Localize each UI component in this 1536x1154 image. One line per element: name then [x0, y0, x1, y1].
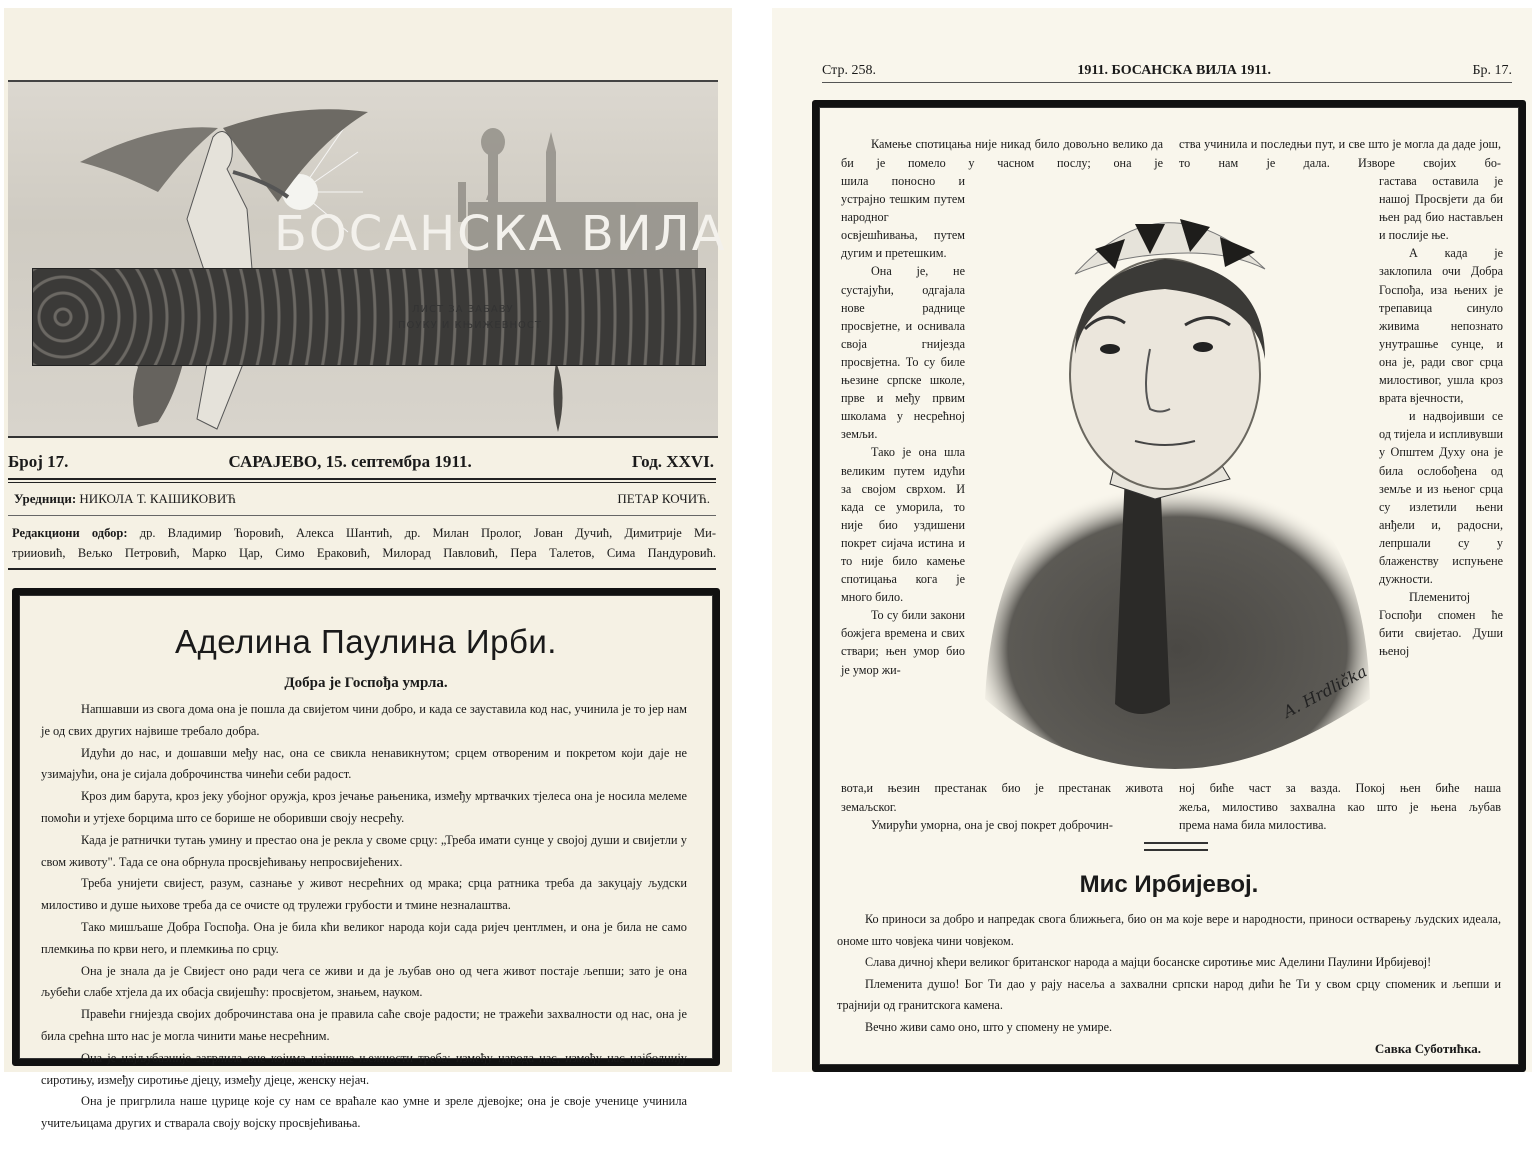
masthead-subtitle-line-1: ЛИСТ ЗА ЗАБАВУ [412, 304, 514, 315]
bottom-left-line: Умирући уморна, она је свој покрет доброчин- [871, 818, 1113, 832]
narrow-paragraph: То су били закони божјега времена и свих ствари; њен умор био је умор жи- [841, 608, 965, 677]
obituary-body [41, 699, 687, 1135]
editorial-board [12, 523, 716, 563]
left-narrow-column [841, 172, 965, 679]
narrow-paragraph: Племенитој Госпођи спомен ће бити свијетао. Души њеној [1379, 590, 1503, 659]
masthead-title-band [32, 268, 706, 366]
narrow-paragraph: гастава оставила је нашој Просвјети да би њен рад био настављен и послије ње. [1379, 174, 1503, 243]
narrow-paragraph: шила поносно и устрајно тешким путем народног освјешћивања, путем дугим и претешким. [841, 174, 965, 261]
board-label: Редакциони одбор: [12, 526, 128, 540]
issue-year: Год. XXVI. [631, 452, 714, 471]
right-page [772, 8, 1532, 1072]
right-narrow-column [1379, 172, 1503, 661]
narrow-paragraph: А када је заклопила очи Добра Госпођа, иза њених је трепавица синуло живима непознато унутрашње сунце, и она је, ради свог срца милостивог, ушла кроз врата вјечности, [1379, 246, 1503, 406]
bottom-right-lines [1179, 779, 1501, 835]
obituary-paragraph: Она је пригрлила наше цурице које су нам се враћале као умне и зреле дјевојке; она је своје ученице учинила учитељицама других и стварала своју војску просвјећивања. [41, 1094, 687, 1131]
obituary-subtitle: Добра је Госпођа умрла. [284, 675, 448, 691]
obituary-paragraph: Напшавши из свога дома она је пошла да свијетом чини добро, и када се зауставила код нас, учинила је то јер нам је од свих других највише требало добра. [41, 702, 687, 738]
tribute-paragraph: Слава дичној кћери великог британског народа а мајци босанске сиротиње мис Аделини Паулини Ирбијевој! [865, 955, 1432, 969]
running-title: 1911. БОСАНСКА ВИЛА 1911. [1077, 63, 1272, 78]
artist-signature: A. Hrdlička [1279, 661, 1371, 722]
bottom-right-line: ној биће част за вазда. Покој њен биће наша [1179, 781, 1501, 795]
narrow-paragraph: и надвојивши се од тијела и испливувши у Општем Духу она је била ослобођена од земље и из њеног срца су излетили њени анђели и, радосни, лепршали су у блаженству испуњене дужности. [1379, 409, 1503, 587]
tribute-body [837, 909, 1501, 1038]
obituary-paragraph: Правећи гнијезда својих доброчинстава она је правила саће своје радости; не тражећи захвалности од нас, она је била срећна што нас је могла чинити мање несрећним. [41, 1007, 687, 1043]
tribute-mourning-frame [812, 100, 1526, 1072]
editor-2: ПЕТАР КОЧИЋ. [617, 491, 710, 506]
obituary-mourning-frame [12, 588, 720, 1131]
obituary-paragraph: Тако мишљаше Добра Госпођа. Она је била кћи великог народа који сада ријеч џентлмен, и она је била не само племкиња по крви него, и племкиња по срцу. [41, 919, 687, 956]
rule-divider [822, 82, 1512, 83]
editors-label: Уредници: [14, 491, 77, 506]
board-line-1: др. Владимир Ћоровић, Алекса Шантић, др. Милан Пролог, Јован Дучић, Димитрије Ми- [139, 526, 717, 540]
narrow-paragraph: Тако је она шла великим путем идући за својом сврхом. И када се уморила, то није био уздишени покрет сијача истина и то није било камење спотицања кога је много било. [841, 445, 965, 605]
obituary-paragraph: Она је најљубазније загрлила оне којима највише њежности треба: између народа нас, између нас најболнију сиротињу, између сиротиње дјецу, између дјеце, женску нејач. [41, 1050, 687, 1087]
bottom-left-line: земаљског. [841, 799, 897, 814]
tribute-paragraph: Племенита душо! Бог Ти дао у рају насеља а захвални српски народ дићи ће Ти у свом срцу споменик и љепши и трајнији од гранитскога камена. [837, 976, 1501, 1012]
bottom-right-line: према нама била милостива. [1179, 818, 1327, 832]
obituary-title: Аделина Паулина Ирби. [175, 623, 557, 660]
editors-line [14, 491, 710, 507]
tribute-author: Савка Суботићка. [1374, 1041, 1481, 1056]
obituary-paragraph: Када је ратнички тутањ умину и престао она је рекла у своме срцу: „Треба имати сунце у својој души и свијетли у свом животу". Тада се она обрнула просвјећивању непросвијећених. [41, 832, 687, 869]
bottom-left-line: вота,и њезин престанак био је престанак живота [841, 781, 1163, 795]
issue-number: Број 17. [8, 452, 69, 471]
issue-number-short: Бр. 17. [1472, 63, 1512, 78]
page-number: Стр. 258. [822, 63, 876, 78]
editor-1: НИКОЛА Т. КАШИКОВИЋ [79, 491, 236, 506]
top-right-column [1179, 135, 1501, 172]
narrow-paragraph: Она је, не сустајући, одгајала нове раднице просвјетне, и оснивала своја гнијезда просвјетна. То су биле њезине српске школе, прве и међу првим школама у несрећној земљи. [841, 264, 965, 442]
tribute-paragraph: Вечно живи само оно, што у спомену не умире. [865, 1019, 1113, 1034]
left-page [4, 8, 732, 1131]
bottom-left-lines [841, 779, 1163, 835]
running-head [822, 63, 1512, 79]
rule-divider [8, 515, 716, 516]
tribute-paragraph: Ко приноси за добро и напредак свога ближњега, био он ма које вере и народности, приноси остварењу људских идеала, ономе што човјека чини човјеком. [837, 912, 1501, 948]
masthead-subtitle-line-2: ПОУКУ И КЊИЖЕВНОСТ [398, 320, 542, 331]
rule-divider [8, 478, 716, 480]
tribute-title: Мис Ирбијевој. [1079, 871, 1259, 898]
board-line-2: трииовић, Вељко Петровић, Марко Цар, Симо Ераковић, Милорад Павловић, Пера Талетов, Сима Пандуровић. [12, 546, 716, 560]
rule-divider [8, 482, 716, 483]
obituary-paragraph: Она је знала да је Свијест оно ради чега се живи и да је љубав оно од чега живот постаје љепши; зато је она љубећи слабе хтјела да их обасја свијешћу: просвјетом, знањем, науком. [41, 963, 687, 1000]
bottom-right-line: жеља, милостиво захвална као што је њена љубав [1179, 799, 1501, 814]
section-divider [1144, 842, 1208, 851]
obituary-paragraph: Треба унијети свијест, разум, сазнање у живот несрећних од мрака; срца ратника треба да закуцају људски милостиво и душе њихове треба да се очисте од трулежи грубости и тмине незналаштва. [41, 876, 687, 913]
rule-divider [8, 568, 716, 570]
top-left-text: Камење спотицања није никад било довољно велико да би је помело у часном послу; она је [841, 137, 1163, 170]
top-left-column [841, 135, 1163, 172]
top-right-text: ства учинила и последњи пут, и све што је могла да даде још, то нам је дала. Изворе својих бо- [1179, 137, 1501, 170]
issue-line [8, 452, 714, 472]
masthead-title: БОСАНСКА ВИЛА [274, 206, 727, 262]
issue-place-date: САРАЈЕВО, 15. септембра 1911. [228, 452, 472, 471]
obituary-paragraph: Кроз дим барута, кроз јеку убојног оружја, кроз јечање рањеника, између мртвачких тјелеса она је носила мелеме помоћи и утјехе борцима што се борише не оборивши своју несрећу. [41, 789, 687, 825]
obituary-paragraph: Идући до нас, и дошавши међу нас, она се свикла ненавикнутом; срцем отвореним и покретом који даје не узимајући, она је сијала доброчинства чинећи себи радост. [41, 745, 687, 782]
